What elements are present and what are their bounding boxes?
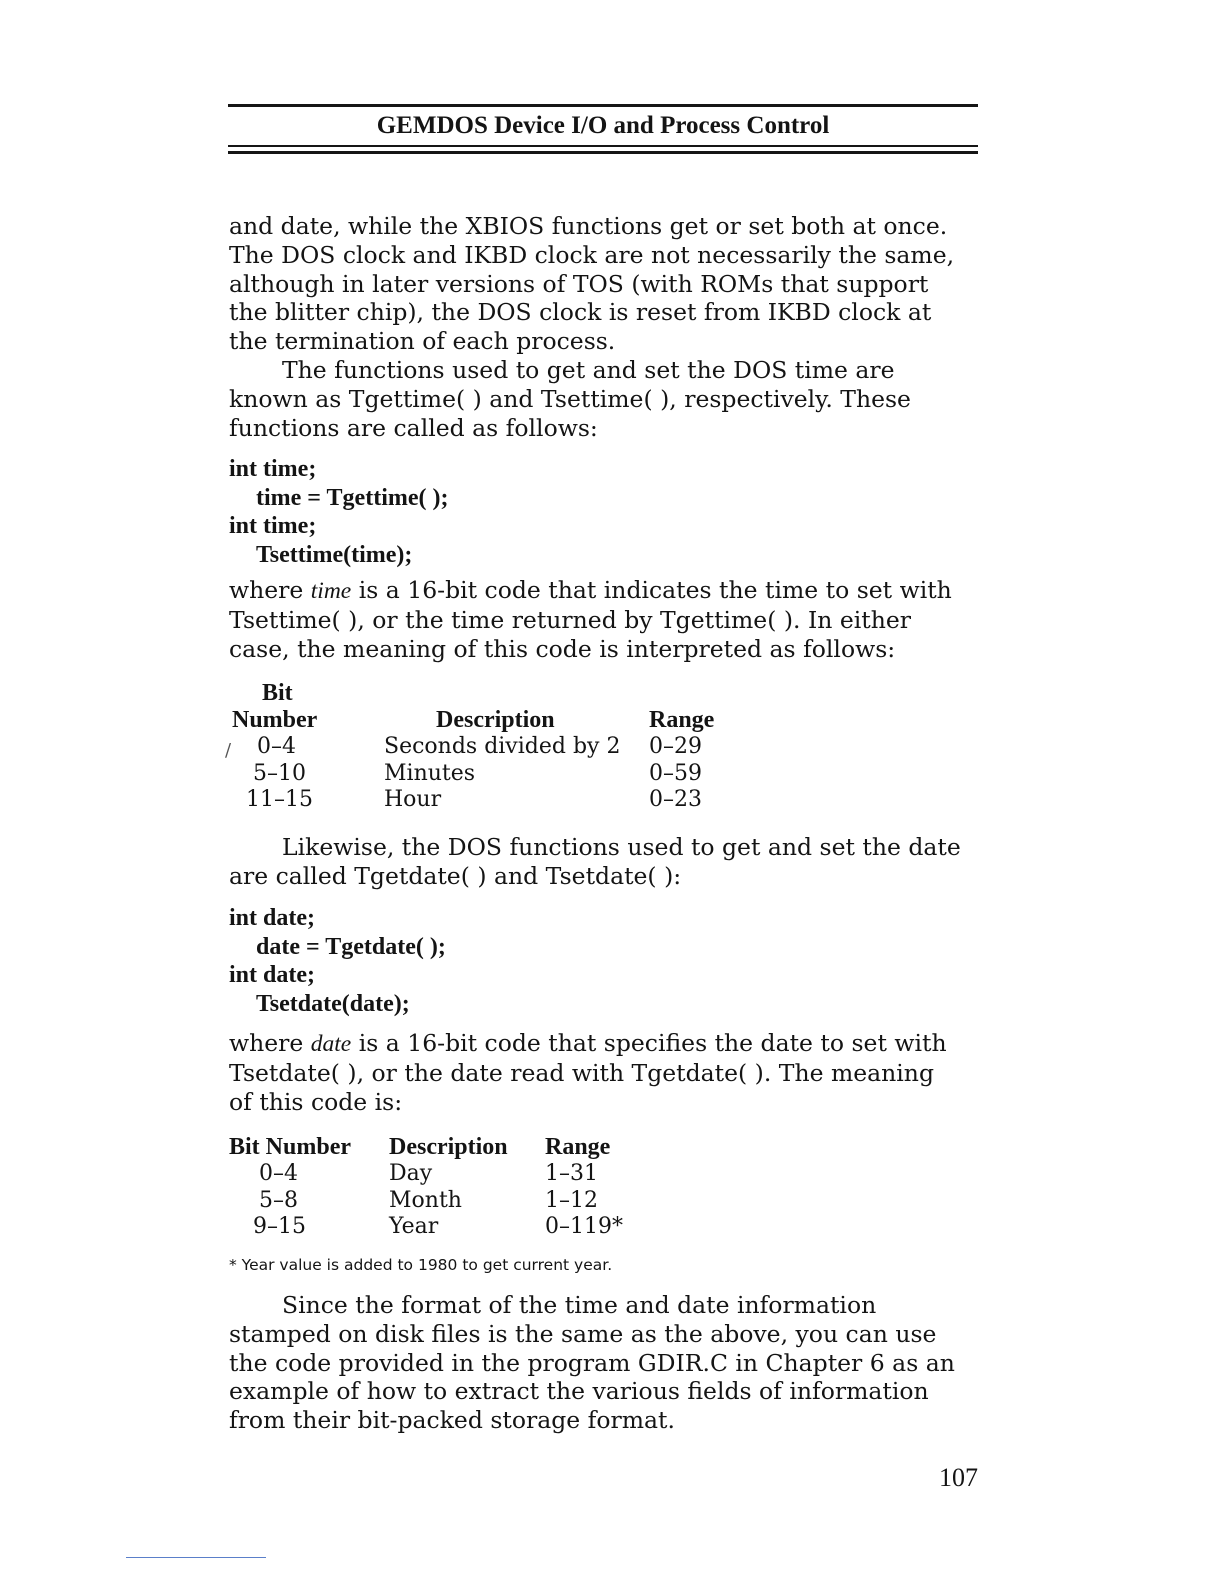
text-line: and date, while the XBIOS functions get or set both at once.: [229, 212, 948, 240]
table-header-description: Description: [389, 1134, 508, 1160]
text-line: the code provided in the program GDIR.C in Chapter 6 as an: [229, 1348, 955, 1377]
text-line: of this code is:: [229, 1087, 403, 1116]
paragraph-date-code: where date is a 16-bit code that specifies the date to set with Tsetdate( ), or the date read with Tgetdate( ). The meaning of this code is:: [229, 1029, 947, 1116]
table-header-bit-number: Number: [232, 707, 318, 733]
paragraph-clock-intro: [229, 212, 984, 356]
table-row: 0–4 Day 1–31: [259, 1161, 598, 1186]
text-line: functions are called as follows:: [229, 413, 598, 442]
header-rule-top: [228, 104, 978, 107]
code-line: date = Tgetdate( );: [256, 933, 446, 960]
text-line: case, the meaning of this code is interpreted as follows:: [229, 634, 896, 663]
text-line: Tsetdate( ), or the date read with Tgetdate( ). The meaning: [229, 1058, 934, 1087]
text-line: the termination of each process.: [229, 327, 616, 356]
table-header-bit-top: Bit: [262, 680, 293, 706]
code-line: int date;: [229, 905, 315, 931]
table-header-bit-number: Bit Number: [229, 1134, 351, 1160]
text-line: the blitter chip), the DOS clock is reset from IKBD clock at: [229, 298, 932, 327]
page-number: 107: [939, 1463, 978, 1492]
code-line: Tsetdate(date);: [256, 990, 410, 1017]
italic-term: date: [310, 1031, 352, 1057]
code-line: int date;: [229, 962, 315, 988]
paragraph-disk-stamp: [229, 1291, 984, 1435]
code-line: Tsettime(time);: [256, 541, 413, 568]
text-line: Since the format of the time and date information: [282, 1291, 877, 1319]
header-rule-bottom-thin: [228, 145, 978, 147]
table-header-range: Range: [545, 1134, 611, 1160]
text-line: from their bit-packed storage format.: [229, 1406, 675, 1435]
paragraph-time-functions: [229, 356, 984, 442]
text-line: The DOS clock and IKBD clock are not necessarily the same,: [229, 240, 955, 269]
table-row: 0–4 Seconds divided by 2 0–29: [257, 734, 702, 759]
header-rule-bottom-thick: [228, 151, 978, 154]
paragraph-time-code: where time is a 16-bit code that indicates the time to set with Tsettime( ), or the time returned by Tgettime( ). In either case, the meaning of this code is interpreted as follows:: [229, 576, 952, 663]
table-row: 5–8 Month 1–12: [259, 1187, 598, 1213]
text-line: Likewise, the DOS functions used to get and set the date: [282, 833, 961, 861]
table-header-description: Description: [436, 707, 555, 733]
code-line: int time;: [229, 456, 317, 482]
time-bit-table: [231, 680, 714, 814]
text-line: although in later versions of TOS (with ROMs that support: [229, 269, 929, 298]
table-row: 9–15 Year 0–119*: [253, 1214, 623, 1239]
italic-term: time: [310, 578, 352, 604]
running-header-title: GEMDOS Device I/O and Process Control: [376, 112, 830, 139]
code-block-date: [229, 904, 984, 1018]
footnote: * Year value is added to 1980 to get current year.: [229, 1256, 613, 1274]
table-row: 11–15 Hour 0–23: [246, 787, 702, 812]
scan-edge-line: [126, 1557, 266, 1558]
code-line: time = Tgettime( );: [256, 484, 449, 511]
date-bit-table: [229, 1134, 623, 1241]
text-line: Tsettime( ), or the time returned by Tgettime( ). In either: [229, 605, 911, 634]
text-line: The functions used to get and set the DOS time are: [282, 356, 895, 384]
text-line: stamped on disk files is the same as the above, you can use: [229, 1319, 937, 1348]
code-block-time: [229, 455, 984, 569]
margin-tick-mark: /: [225, 740, 232, 761]
table-header-range: Range: [649, 707, 715, 733]
code-line: int time;: [229, 513, 317, 539]
table-row: 5–10 Minutes 0–59: [253, 760, 702, 786]
text-line: known as Tgettime( ) and Tsettime( ), respectively. These: [229, 384, 911, 413]
text-line: are called Tgetdate( ) and Tsetdate( ):: [229, 861, 682, 890]
text-line: example of how to extract the various fields of information: [229, 1377, 929, 1406]
paragraph-date-functions: [229, 833, 984, 891]
